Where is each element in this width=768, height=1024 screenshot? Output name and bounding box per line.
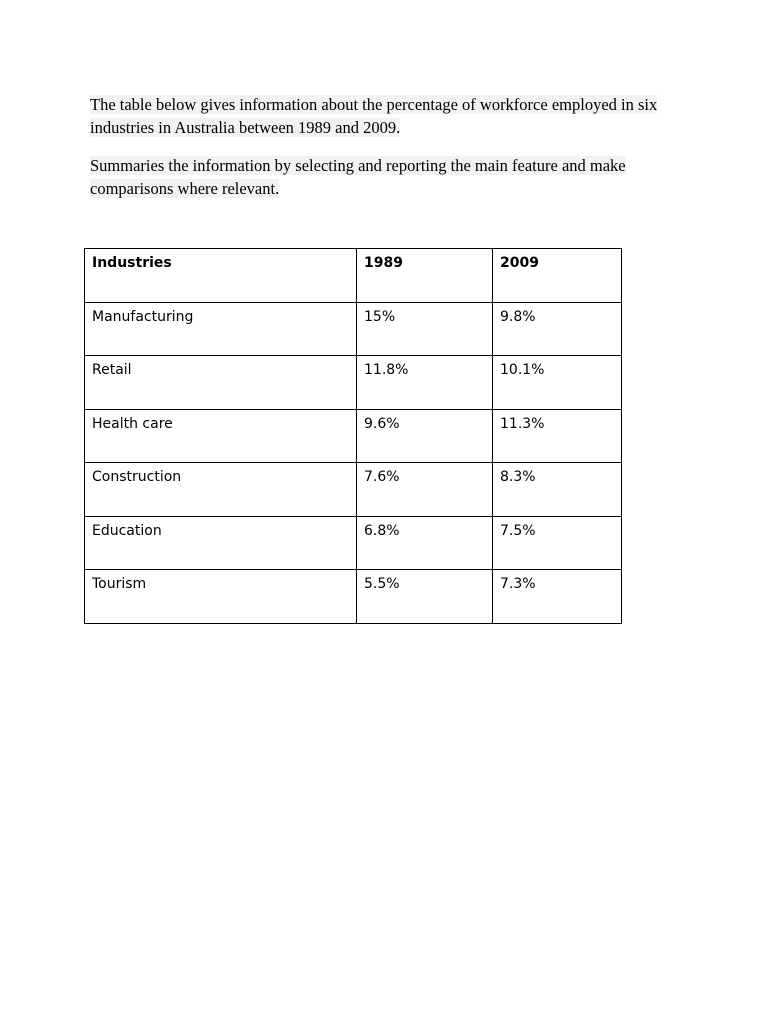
table-row bbox=[85, 516, 622, 570]
task-summary-text: Summaries the information by selecting and reporting the main feature and make comparisons where relevant. bbox=[90, 156, 626, 198]
value-1989-cell: 15% bbox=[357, 302, 493, 356]
task-instruction-text: The table below gives information about the percentage of workforce employed in six industries in Australia between 1989 and 2009. bbox=[90, 95, 658, 137]
value-1989-cell: 5.5% bbox=[357, 570, 493, 624]
value-1989-cell: 6.8% bbox=[357, 516, 493, 570]
table-row bbox=[85, 302, 622, 356]
industry-cell: Construction bbox=[85, 463, 357, 517]
industry-cell: Education bbox=[85, 516, 357, 570]
table-row bbox=[85, 570, 622, 624]
value-1989-cell: 7.6% bbox=[357, 463, 493, 517]
value-2009-cell: 10.1% bbox=[493, 356, 622, 410]
industry-cell: Manufacturing bbox=[85, 302, 357, 356]
table-header-row bbox=[85, 249, 622, 303]
header-1989: 1989 bbox=[357, 249, 493, 303]
industry-cell: Health care bbox=[85, 409, 357, 463]
value-1989-cell: 11.8% bbox=[357, 356, 493, 410]
value-1989-cell: 9.6% bbox=[357, 409, 493, 463]
industry-cell: Tourism bbox=[85, 570, 357, 624]
industry-cell: Retail bbox=[85, 356, 357, 410]
value-2009-cell: 7.5% bbox=[493, 516, 622, 570]
value-2009-cell: 11.3% bbox=[493, 409, 622, 463]
table-row bbox=[85, 356, 622, 410]
value-2009-cell: 8.3% bbox=[493, 463, 622, 517]
value-2009-cell: 7.3% bbox=[493, 570, 622, 624]
workforce-table bbox=[84, 248, 622, 624]
table-row bbox=[85, 409, 622, 463]
task-instruction-paragraph bbox=[90, 93, 680, 139]
value-2009-cell: 9.8% bbox=[493, 302, 622, 356]
header-2009: 2009 bbox=[493, 249, 622, 303]
table-row bbox=[85, 463, 622, 517]
header-industries: Industries bbox=[85, 249, 357, 303]
task-summary-paragraph bbox=[90, 154, 680, 200]
